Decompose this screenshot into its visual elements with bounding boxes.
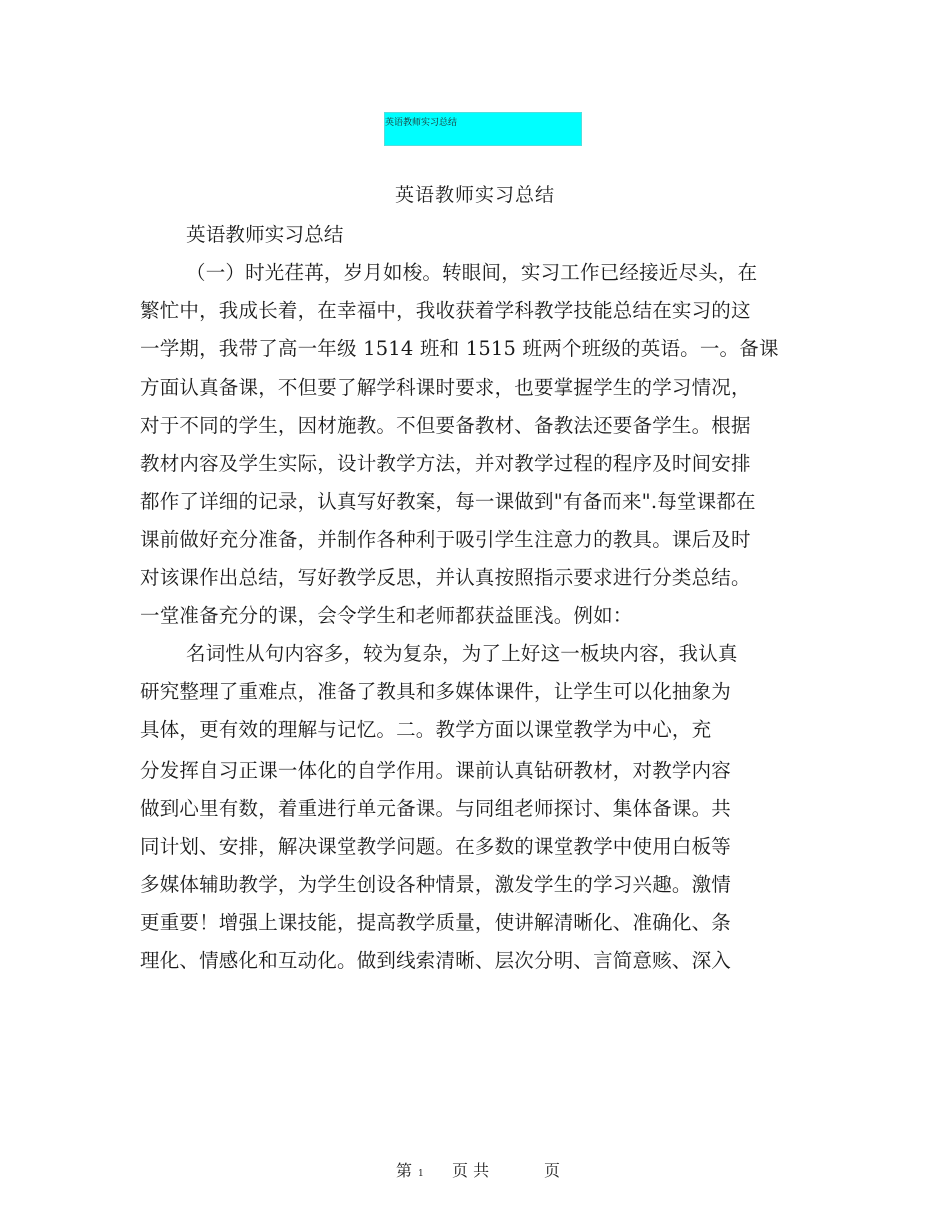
text-line: 理化、情感化和互动化。做到线索清晰、层次分明、言简意赅、深入: [140, 949, 732, 972]
footer-page-total: 页 共: [452, 1161, 490, 1180]
text-line: 对于不同的学生，因材施教。不但要备教材、备教法还要备学生。根据: [140, 414, 751, 437]
text-line: 对该课作出总结，写好教学反思，并认真按照指示要求进行分类总结。: [140, 566, 751, 589]
banner-text: 英语教师实习总结: [385, 118, 458, 128]
text-line: 一堂准备充分的课，会令学生和老师都获益匪浅。例如：: [140, 604, 633, 627]
footer-page-end: 页: [544, 1161, 561, 1180]
text-line: 课前做好充分准备，并制作各种利于吸引学生注意力的教具。课后及时: [140, 528, 751, 551]
subtitle: 英语教师实习总结: [186, 223, 344, 246]
text-line: 多媒体辅助教学，为学生创设各种情景，激发学生的学习兴趣。激情: [140, 873, 732, 896]
text-line: 做到心里有数，着重进行单元备课。与同组老师探讨、集体备课。共: [140, 797, 732, 820]
text-line: 都作了详细的记录，认真写好教案，每一课做到"有备而来".每堂课都在: [140, 490, 756, 513]
document-title: 英语教师实习总结: [394, 184, 555, 206]
header-banner: [384, 112, 582, 146]
footer-page-number: 1: [418, 1169, 424, 1179]
text-line: 具体，更有效的理解与记忆。二。教学方面以课堂教学为中心，充: [140, 718, 712, 741]
page-footer-label: [396, 1158, 424, 1181]
text-line: （一）时光荏苒，岁月如梭。转眼间，实习工作已经接近尽头，在: [186, 261, 758, 284]
text-line: 更重要！增强上课技能，提高教学质量，使讲解清晰化、准确化、条: [140, 911, 732, 934]
text-line: 一学期，我带了高一年级 1514 班和 1515 班两个班级的英语。一。备课: [140, 337, 779, 360]
text-line: 同计划、安排，解决课堂教学问题。在多数的课堂教学中使用白板等: [140, 835, 732, 858]
text-line: 方面认真备课，不但要了解学科课时要求，也要掌握学生的学习情况，: [140, 376, 751, 399]
footer-di: 第: [396, 1161, 413, 1180]
text-line: 名词性从句内容多，较为复杂，为了上好这一板块内容，我认真: [186, 642, 738, 665]
text-line: 教材内容及学生实际，设计教学方法，并对教学过程的程序及时间安排: [140, 452, 751, 475]
text-line: 繁忙中，我成长着，在幸福中，我收获着学科教学技能总结在实习的这: [140, 299, 751, 322]
text-line: 分发挥自习正课一体化的自学作用。课前认真钻研教材，对教学内容: [140, 759, 732, 782]
text-line: 研究整理了重难点，准备了教具和多媒体课件，让学生可以化抽象为: [140, 680, 732, 703]
